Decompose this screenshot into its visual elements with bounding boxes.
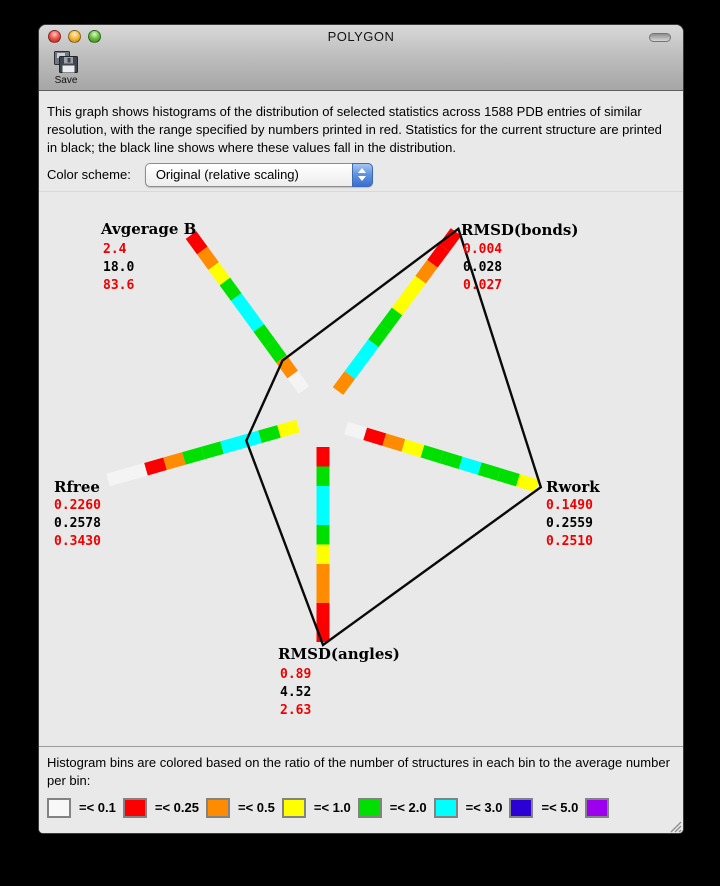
histogram-segment-cyan <box>461 463 480 469</box>
axis-value: 2.4 <box>103 242 127 257</box>
legend-swatch-red <box>123 798 147 818</box>
axis-value: 0.2578 <box>54 516 101 531</box>
polygon-chart <box>39 192 684 747</box>
legend-label: =< 0.1 <box>79 800 116 815</box>
arrow-up-icon <box>358 168 366 173</box>
legend-label: =< 2.0 <box>389 800 427 815</box>
histogram-segment-green <box>499 474 518 480</box>
histogram-segment-orange <box>202 251 213 267</box>
histogram-segment-yellow <box>279 426 298 431</box>
histogram-segment-green <box>225 282 236 298</box>
legend-label: =< 0.5 <box>237 800 275 815</box>
legend-item-orange <box>206 798 275 818</box>
legend-label: =< 0.25 <box>154 800 199 815</box>
color-scheme-selected-value: Original (relative scaling) <box>155 166 299 182</box>
color-scheme-row <box>39 158 683 191</box>
histogram-segment-white <box>293 375 304 391</box>
legend-item-purple <box>585 798 617 818</box>
histogram-segment-cyan <box>248 313 259 329</box>
save-icon <box>53 50 79 74</box>
title-bar[interactable] <box>39 25 683 91</box>
histogram-segment-green <box>422 451 441 457</box>
histogram-segment-orange <box>384 440 403 446</box>
histogram-segment-orange <box>421 264 433 280</box>
histogram-segment-green <box>259 328 270 344</box>
axis-value: 0.2260 <box>54 498 101 513</box>
axis-label: Rwork <box>546 478 600 496</box>
axis-value: 0.3430 <box>54 534 101 549</box>
save-button-label: Save <box>54 75 78 86</box>
legend-swatch-yellow <box>282 798 306 818</box>
histogram-segment-cyan <box>362 343 374 359</box>
color-scheme-select[interactable] <box>145 163 373 187</box>
color-scheme-label: Color scheme: <box>47 167 131 182</box>
save-button[interactable] <box>47 50 85 86</box>
histogram-segment-yellow <box>518 480 537 486</box>
window-content <box>39 92 683 833</box>
window-title: POLYGON <box>327 29 395 44</box>
legend-label: =< 1.0 <box>313 800 351 815</box>
histogram-segment-white <box>108 475 127 480</box>
legend-row <box>47 798 675 818</box>
axis-value: 18.0 <box>103 260 135 275</box>
histogram-segment-cyan <box>241 437 260 442</box>
legend-swatch-white <box>47 798 71 818</box>
legend-item-white <box>47 798 116 818</box>
histogram-segment-white <box>346 428 365 434</box>
axis-value: 0.2559 <box>546 516 593 531</box>
popup-stepper-icon <box>352 163 373 187</box>
legend-item-yellow <box>282 798 351 818</box>
legend-swatch-orange <box>206 798 230 818</box>
histogram-segment-green <box>203 448 222 453</box>
histogram-segment-yellow <box>397 296 409 312</box>
axis-value: 0.027 <box>463 278 503 293</box>
histogram-segment-orange <box>165 458 184 463</box>
axis-value: 4.52 <box>280 685 312 700</box>
description-text: This graph shows histograms of the distribution of selected statistics across 1588 PDB entries of similar resolution, with the range specified by numbers printed in red. Statistics for the current structure are printed in black; the black line shows where these values fall in the distribution. <box>47 104 662 155</box>
histogram-segment-orange <box>338 375 350 391</box>
histogram-segment-white <box>127 469 146 474</box>
legend-swatch-blue <box>509 798 533 818</box>
legend-item-cyan <box>434 798 503 818</box>
axis-label: RMSD(angles) <box>278 645 400 663</box>
axis-label: Avgerage B <box>101 220 197 238</box>
histogram-segment-green <box>373 327 385 343</box>
histogram-segment-cyan <box>350 359 362 375</box>
polygon-window <box>38 24 684 834</box>
legend-item-red <box>123 798 199 818</box>
axis-value: 0.004 <box>463 242 503 257</box>
histogram-segment-green <box>184 453 203 458</box>
axis-value: 0.028 <box>463 260 503 275</box>
axis-value: 0.89 <box>280 667 312 682</box>
legend-panel <box>39 746 683 834</box>
axis-value: 0.1490 <box>546 498 593 513</box>
axis-value: 2.63 <box>280 703 312 718</box>
legend-swatch-green <box>358 798 382 818</box>
histogram-segment-green <box>480 469 499 475</box>
legend-swatch-cyan <box>434 798 458 818</box>
histogram-segment-green <box>260 431 279 436</box>
histogram-segment-cyan <box>236 297 247 313</box>
histogram-segment-green <box>442 457 461 463</box>
arrow-down-icon <box>358 176 366 181</box>
histogram-segment-yellow <box>214 266 225 282</box>
histogram-segment-yellow <box>409 280 421 296</box>
axis-value: 83.6 <box>103 278 135 293</box>
histogram-segment-red <box>365 434 384 440</box>
legend-item-green <box>358 798 427 818</box>
axis-label: RMSD(bonds) <box>461 221 579 239</box>
histogram-segment-green <box>270 344 281 360</box>
histogram-segment-cyan <box>222 442 241 447</box>
histogram-segment-red <box>146 464 165 469</box>
axis-label: Rfree <box>54 478 100 496</box>
legend-label: =< 3.0 <box>465 800 503 815</box>
axis-value: 0.2510 <box>546 534 593 549</box>
legend-label: =< 5.0 <box>541 800 579 815</box>
toolbar-toggle-button[interactable] <box>649 33 671 42</box>
histogram-segment-green <box>385 312 397 328</box>
histogram-segment-yellow <box>403 445 422 451</box>
chart-canvas <box>39 191 683 746</box>
histogram-segment-red <box>432 248 444 264</box>
resize-grip[interactable] <box>669 820 682 833</box>
legend-caption: Histogram bins are colored based on the ratio of the number of structures in each bin to the average number per bin: <box>47 755 670 788</box>
legend-swatch-purple <box>585 798 609 818</box>
legend-item-blue <box>509 798 578 818</box>
